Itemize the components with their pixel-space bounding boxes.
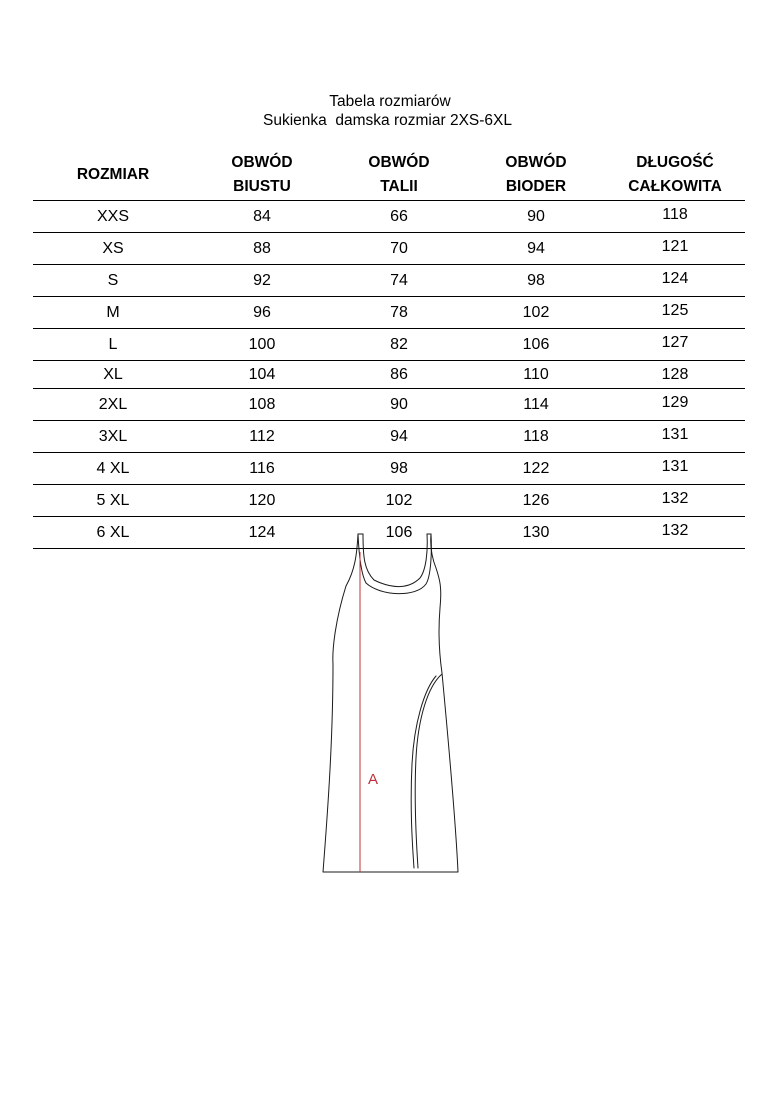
cell-size: 5 XL [33,485,193,517]
measurement-guide [360,552,378,872]
cell-size: 2XL [33,389,193,421]
cell-length: 128 [605,361,745,389]
cell-size: S [33,265,193,297]
cell-waist: 82 [331,329,467,361]
cell-bust: 104 [193,361,331,389]
table-header-row [33,150,745,201]
cell-hips: 114 [467,389,605,421]
cell-size: M [33,297,193,329]
table-row [33,485,745,517]
cell-length: 127 [605,329,745,361]
cell-hips: 110 [467,361,605,389]
cell-hips: 102 [467,297,605,329]
cell-hips: 98 [467,265,605,297]
cell-size: 6 XL [33,517,193,549]
cell-size: 4 XL [33,453,193,485]
cell-waist: 66 [331,201,467,233]
header-length-line2: CAŁKOWITA [628,178,722,195]
page-subtitle: Sukienka damska rozmiar 2XS-6XL [263,112,512,129]
dress-outline [323,534,458,872]
measure-label-a: A [368,771,379,788]
cell-hips: 94 [467,233,605,265]
cell-length: 124 [605,265,745,297]
cell-size: L [33,329,193,361]
cell-waist: 94 [331,421,467,453]
size-table [33,150,745,549]
cell-length: 129 [605,389,745,421]
header-length-line1: DŁUGOŚĆ [636,154,714,171]
cell-waist: 70 [331,233,467,265]
cell-bust: 108 [193,389,331,421]
cell-size: 3XL [33,421,193,453]
cell-length: 118 [605,201,745,233]
cell-hips: 122 [467,453,605,485]
header-bust-line2: BIUSTU [233,178,291,195]
table-row [33,297,745,329]
cell-hips: 106 [467,329,605,361]
cell-waist: 98 [331,453,467,485]
table-row [33,453,745,485]
cell-size: XS [33,233,193,265]
cell-length: 121 [605,233,745,265]
dress-technical-drawing [318,528,468,878]
cell-size: XXS [33,201,193,233]
table-body [33,201,745,549]
cell-hips: 126 [467,485,605,517]
cell-bust: 96 [193,297,331,329]
cell-length: 125 [605,297,745,329]
header-bust-line1: OBWÓD [231,154,293,171]
table-row [33,201,745,233]
header-hips-line1: OBWÓD [505,154,567,171]
header-hips [467,150,605,201]
cell-hips: 118 [467,421,605,453]
table-row [33,361,745,389]
cell-waist: 90 [331,389,467,421]
cell-bust: 120 [193,485,331,517]
page-title: Tabela rozmiarów [329,93,451,110]
header-length [605,150,745,201]
document-header [0,92,778,130]
cell-size: XL [33,361,193,389]
table-row [33,329,745,361]
cell-length: 132 [605,485,745,517]
cell-length: 131 [605,453,745,485]
cell-bust: 84 [193,201,331,233]
table-row [33,233,745,265]
cell-bust: 124 [193,517,331,549]
header-waist-line1: OBWÓD [368,154,430,171]
header-waist-line2: TALII [380,178,418,195]
cell-bust: 112 [193,421,331,453]
cell-waist: 102 [331,485,467,517]
header-size-text: ROZMIAR [76,166,150,183]
header-size [33,150,193,201]
cell-hips: 130 [467,517,605,549]
cell-waist: 106 [331,517,467,549]
cell-bust: 116 [193,453,331,485]
table-row [33,421,745,453]
cell-bust: 92 [193,265,331,297]
table-row [33,265,745,297]
cell-bust: 88 [193,233,331,265]
cell-length: 131 [605,421,745,453]
cell-hips: 90 [467,201,605,233]
cell-waist: 74 [331,265,467,297]
cell-bust: 100 [193,329,331,361]
cell-length: 132 [605,517,745,549]
header-hips-line2: BIODER [505,178,567,195]
header-bust [193,150,331,201]
header-waist [331,150,467,201]
cell-waist: 78 [331,297,467,329]
table-row [33,389,745,421]
cell-waist: 86 [331,361,467,389]
